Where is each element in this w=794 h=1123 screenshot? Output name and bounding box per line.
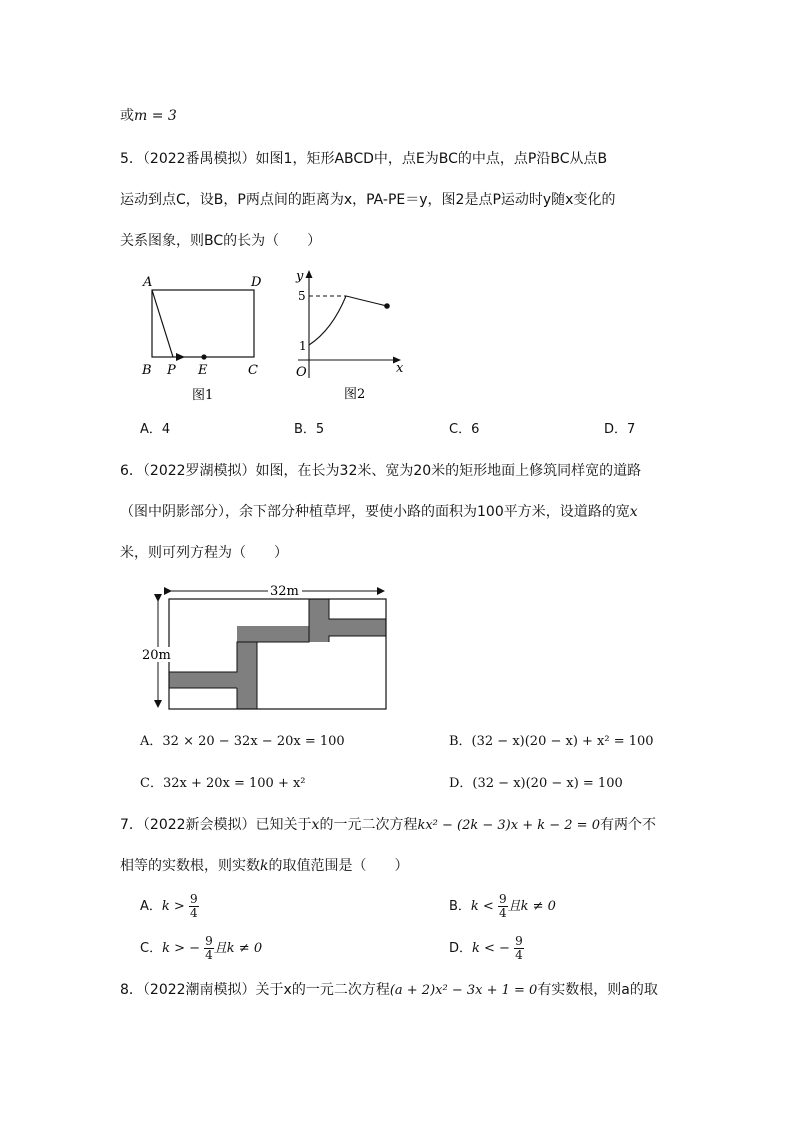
q6-figure (138, 583, 393, 713)
segment-ap (152, 290, 173, 357)
q6-option-c[interactable]: C．32x + 20x = 100 + x² (140, 776, 306, 791)
q7-option-c[interactable]: C．k > − $\frac{9}{4}$ 且k ≠ 0 (140, 934, 263, 962)
label-e: E (198, 363, 208, 378)
height-label: 20m (142, 648, 171, 663)
q5-line1: 5．（2022番禺模拟）如图1，矩形ABCD中，点E为BC的中点，点P沿BC从点B (120, 151, 608, 167)
label-a: A (143, 275, 153, 290)
label-5: 5 (298, 289, 306, 303)
prev-answer (120, 106, 177, 126)
label-o: O (296, 365, 307, 380)
prev-answer-math: m = 3 (134, 108, 177, 124)
q5-option-a[interactable]: A．4 (140, 422, 171, 437)
y-axis-arrow (306, 270, 313, 278)
field-rect (169, 599, 386, 709)
q6-line2 (120, 502, 638, 522)
label-y: y (296, 269, 304, 284)
q5-figure1 (135, 268, 270, 408)
q7-equation: kx² − (2k − 3)x + k − 2 = 0 (417, 818, 600, 833)
label-p: P (167, 363, 176, 378)
q7-var-k: k (260, 858, 269, 874)
q8-line1: 8．（2022潮南模拟）关于x的一元二次方程(a + 2)x² − 3x + 1 = 0有实数根，则a的取 (120, 982, 658, 998)
label-d: D (251, 275, 262, 290)
arrow-p (176, 353, 185, 361)
width-label: 32m (270, 584, 299, 599)
q7-option-d[interactable]: D．k < − $\frac{9}{4}$ (449, 934, 523, 962)
q6-line2-text: （图中阴影部分），余下部分种植草坪，要使小路的面积为100平方米，设道路的宽 (120, 504, 630, 520)
label-1: 1 (299, 339, 307, 353)
q6-line1: 6．（2022罗湖模拟）如图，在长为32米、宽为20米的矩形地面上修筑同样宽的道路 (120, 463, 642, 479)
road-outline (169, 599, 386, 709)
label-c: C (248, 363, 258, 378)
q6-var-x: x (629, 504, 638, 520)
point-e (201, 354, 206, 359)
q7-option-b[interactable]: B．k < $\frac{9}{4}$ 且k ≠ 0 (449, 892, 556, 920)
road-bottom-horizontal (169, 672, 237, 688)
curve (309, 296, 387, 345)
label-b: B (142, 363, 152, 378)
q6-option-d[interactable]: D．(32 − x)(20 − x) = 100 (449, 776, 623, 791)
q7-var-x: x (311, 817, 320, 833)
q6-option-a[interactable]: A．32 × 20 − 32x − 20x = 100 (140, 734, 345, 749)
label-x: x (396, 361, 404, 376)
q8-equation: (a + 2)x² − 3x + 1 = 0 (389, 983, 538, 998)
end-point (384, 303, 390, 309)
q7-line1: 7．（2022新会模拟）已知关于x的一元二次方程kx² − (2k − 3)x + k − 2 = 0有两个不 (120, 817, 656, 833)
q5-option-c[interactable]: C．6 (449, 422, 480, 437)
fig2-caption: 图2 (344, 387, 366, 402)
road-top-horizontal (329, 619, 386, 636)
prev-answer-prefix: 或 (120, 108, 134, 124)
q5-figure2 (290, 266, 420, 408)
q5-line3: 关系图象，则BC的长为（ ） (120, 233, 322, 249)
road-middle-vertical (237, 642, 257, 709)
q7-option-a[interactable]: A．k > $\frac{9}{4}$ (140, 892, 198, 920)
road-top-vertical (309, 599, 329, 642)
q5-line2: 运动到点C，设B，P两点间的距离为x，PA-PE＝y，图2是点P运动时y随x变化的 (120, 192, 616, 208)
q6-option-b[interactable]: B．(32 − x)(20 − x) + x² = 100 (449, 734, 654, 749)
q5-option-d[interactable]: D．7 (604, 422, 636, 437)
q5-option-b[interactable]: B．5 (294, 422, 325, 437)
q7-line2: 相等的实数根，则实数k的取值范围是（ ） (120, 858, 409, 874)
fig1-caption: 图1 (192, 388, 214, 403)
q6-line3: 米，则可列方程为（ ） (120, 545, 288, 561)
rect-abcd (152, 290, 254, 357)
